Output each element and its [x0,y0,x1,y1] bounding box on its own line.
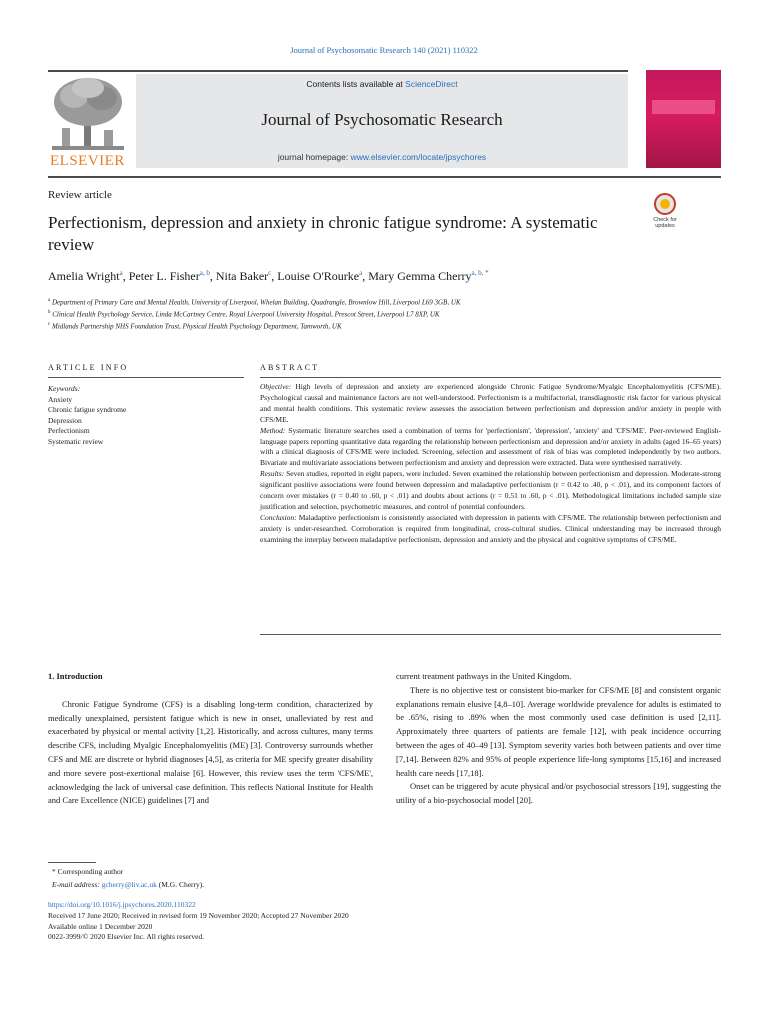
abstract-conclusion: Conclusion: Maladaptive perfectionism is consistently associated with depression in patients with CFS/ME. The relationship between perfectionism and anxiety is under-researched. Corroboration is required from longitudinal, cross-cultural studies. Clinical understanding may be increased through examining the interplay between maladaptive perfectionism, depression and anxiety and the physical and cognitive symptoms of CFS/ME. [260,512,721,544]
affiliation-item: $^c$ Midlands Partnership NHS Foundation Trust, Physical Health Psychology Department, Tamworth, UK [48,321,342,330]
body-paragraph-continuation: current treatment pathways in the United Kingdom. [396,671,572,681]
keywords-list [48,384,126,448]
check-for-updates-button[interactable] [646,193,684,235]
cover-title-strip [652,100,715,114]
journal-citation-link[interactable]: Journal of Psychosomatic Research 140 (2021) 110322 [290,45,478,55]
journal-masthead [48,70,721,168]
keywords-label: Keywords: [48,384,81,393]
author-name[interactable]: Louise O'Rourke [277,269,360,283]
abstract-heading: ABSTRACT [260,363,320,372]
body-paragraph: There is no objective test or consistent bio-marker for CFS/ME [8] and consistent organic explanations remain elusive [4,8–10]. Average worldwide prevalence for adults is estimated to be .65%, rising to .89% when the most commonly used case definition is used [2,11]. Approximately three quarters of patients are female [12], with peak incidence occurring between the ages of 40–49 [13]. Symptom severity varies both between patients and over time [7,14]. Between 82% and 95% of people experience life-long symptoms [15,16] and increased health care needs [17,18]. [396,684,721,778]
author-affiliation-sup[interactable]: a [119,269,123,277]
journal-homepage-link[interactable]: www.elsevier.com/locate/jpsychores [350,152,487,162]
masthead-center [136,74,628,168]
keyword-item: Systematic review [48,436,104,446]
publisher-wordmark: ELSEVIER [50,153,125,169]
author-affiliation-sup[interactable]: a, b [199,269,210,277]
affiliations [48,296,728,331]
elsevier-logo [48,74,128,168]
author-name[interactable]: Peter L. Fisher [128,269,200,283]
body-right-column [396,670,721,808]
footnotes [52,866,204,891]
body-paragraph: Chronic Fatigue Syndrome (CFS) is a disabling long-term condition, characterized by medically unexplained, persistent fatigue which is new in onset, unalleviated by rest and exacerbated by physical or mental activity [1,2]. Historically, and across cultures, many terms describe CFS, including Myalgic Encephalomyelitis (ME) [3]. Controversy surrounds whether CFS and ME are discrete or hybrid diagnoses [4,5], as criteria for ME specify greater disability and more severe post-exertional malaise [6]. However, this review uses the term 'CFS/ME', acknowledging the lack of universal case definition. This reflects National Institute for Health and Care Excellence (NICE) guidelines [7] and [48,698,373,806]
check-updates-icon [654,193,676,215]
article-type: Review article [48,189,112,201]
doi-link[interactable]: https://doi.org/10.1016/j.jpsychores.2020.110322 [48,900,196,909]
available-online: Available online 1 December 2020 [48,921,153,931]
sciencedirect-link[interactable]: ScienceDirect [405,79,458,89]
author-name[interactable]: Mary Gemma Cherry [368,269,472,283]
homepage-prefix: journal homepage: [277,152,351,162]
corresponding-author-note: * Corresponding author [52,867,124,876]
abstract-objective: Objective: High levels of depression and anxiety are experienced alongside Chronic Fatigue Syndrome/Myalgic Encephalomyelitis (CFS/ME). Psychological causal and maintenance factors are not well-understood. Perfectionism is a multifactorial, transdiagnostic risk factor for various physical and mental health conditions. This systematic review assesses the association between perfectionism and depression and/or anxiety in people with CFS/ME. [260,382,721,424]
section-heading-introduction: 1. Introduction [48,671,103,681]
masthead-top-rule [48,70,628,72]
article-info-rule [48,377,244,378]
contents-prefix: Contents lists available at [306,79,406,89]
contents-available-line [136,79,628,89]
article-info-heading: ARTICLE INFO [48,363,129,372]
abstract-rule [260,377,721,378]
masthead-bottom-rule [48,176,721,178]
journal-title: Journal of Psychosomatic Research [261,110,503,129]
author-affiliation-sup[interactable]: a, b, * [471,269,489,277]
publication-info [48,900,349,943]
keyword-item: Depression [48,415,82,425]
email-link[interactable]: gcherry@liv.ac.uk [101,879,157,889]
check-updates-label: Check for updates [653,217,677,229]
abstract-body [260,382,721,546]
elsevier-tree-icon [48,74,128,152]
author-list: Amelia Wright$^a$, Peter L. Fisher$^{a, b}$, Nita Baker$^c$, Louise O'Rourke$^a$, Mary Gemma Cherry$^{a, b, *}$ [48,269,489,283]
journal-homepage-line [136,152,628,162]
keyword-item: Anxiety [48,394,73,404]
body-left-column [48,670,373,808]
keyword-item: Perfectionism [48,426,90,436]
author-affiliation-sup[interactable]: a [359,269,363,277]
body-paragraph: Onset can be triggered by acute physical and/or psychosocial stressors [19], suggesting the utility of a bio-psychosocial model [20]. [396,781,721,806]
author-name[interactable]: Amelia Wright [48,269,120,283]
author-name[interactable]: Nita Baker [215,269,269,283]
received-dates: Received 17 June 2020; Received in revised form 19 November 2020; Accepted 27 November 2020 [48,910,349,920]
keyword-item: Chronic fatigue syndrome [48,405,127,415]
article-title: Perfectionism, depression and anxiety in chronic fatigue syndrome: A systematic review [48,213,598,254]
email-line: E-mail address: gcherry@liv.ac.uk (M.G. Cherry). [52,879,205,889]
affiliation-item: $^b$ Clinical Health Psychology Service, Linda McCartney Centre, Royal Liverpool University Hospital, Prescot Street, Liverpool L7 8XP, UK [48,309,440,319]
abstract-results: Results: Seven studies, reported in eight papers, were included. Seven examined the relationship between perfectionism and depression. Moderate-strong significant positive associations were found between depression and maladaptive perfectionism (r = 0.42 to .40, p < .01), and its component factors of concern over mistakes (r = 0.40 to .60, p < .01) and doubts about actions (r = 0.51 to .60, p < .01). Methodological limitations included sample size justification and selection, psychometric measures, and control of potential confounders. [260,469,721,511]
journal-cover-thumbnail[interactable] [646,70,721,168]
abstract-end-rule [260,634,721,635]
affiliation-item: $^a$ Department of Primary Care and Mental Health, University of Liverpool, Whelan Building, Quadrangle, Brownlow Hill, Liverpool L69 3GB, UK [48,298,461,307]
footnote-rule [48,862,96,863]
author-affiliation-sup[interactable]: c [268,269,272,277]
copyright-line: 0022-3999/© 2020 Elsevier Inc. All rights reserved. [48,932,205,942]
abstract-method: Method: Systematic literature searches used a combination of terms for 'perfectionism', 'depression', 'anxiety' and 'CFS/ME'. Peer-reviewed English-language papers reporting quantitative data regarding the relationship between perfectionism and depression and/or anxiety in adults (aged 16–65 years) with a clinical diagnosis of CFS/ME were included. Screening, selection and assessment of risk of bias was completed independently by two authors. Bivariate and multivariate associations between perfectionism and anxiety and depression were extracted. Data were synthesised narratively. [260,425,721,468]
